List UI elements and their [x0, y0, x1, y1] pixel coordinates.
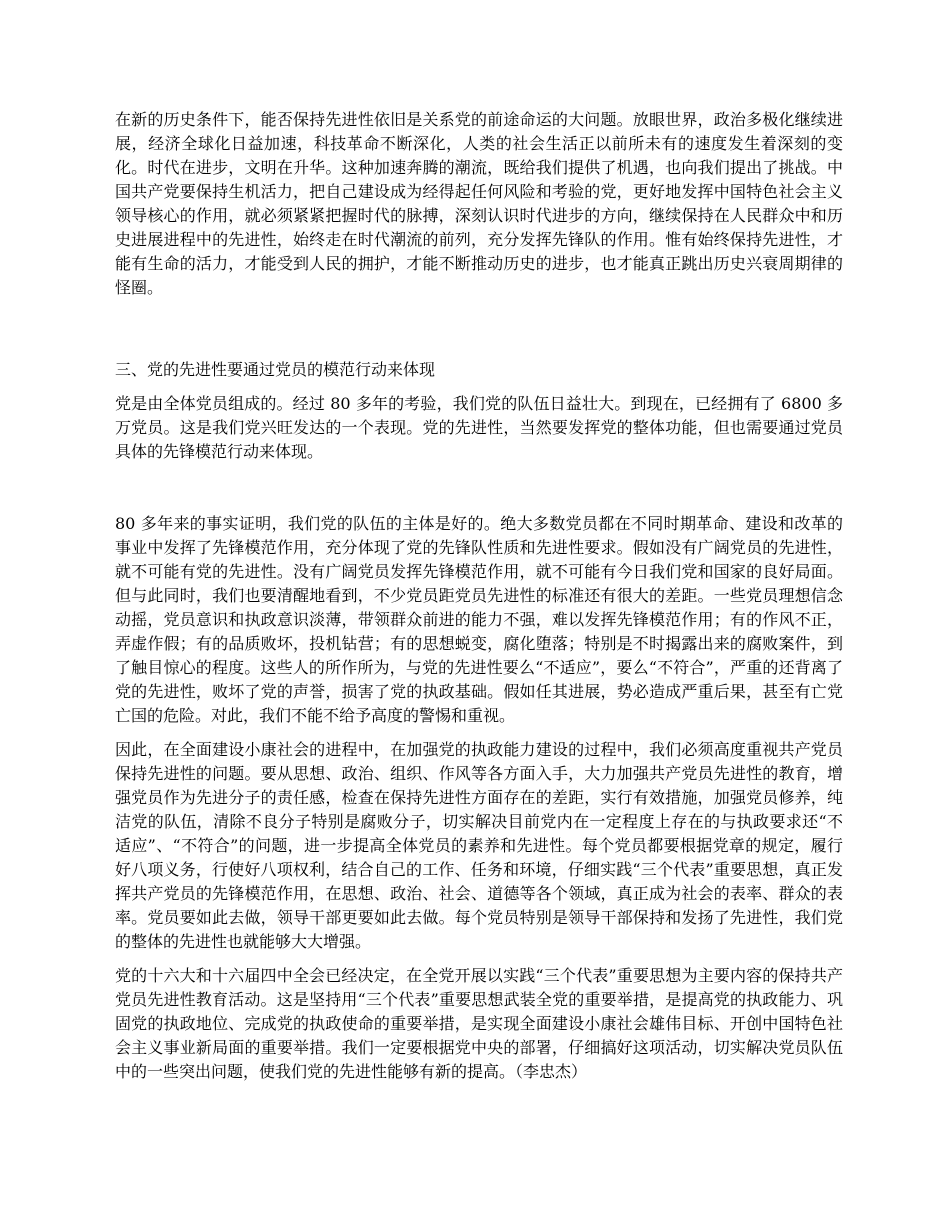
paragraph-party-members: 党是由全体党员组成的。经过 80 多年的考验，我们党的队伍日益壮大。到现在，已经拥有了 6800 多万党员。这是我们党兴旺发达的一个表现。党的先进性，当然要发挥党的整体功能，但也需要通过党员具体的先锋模范行动来体现。	[115, 394, 843, 461]
paragraph-gap	[115, 464, 843, 512]
document-page	[115, 108, 843, 1084]
paragraph-therefore: 因此，在全面建设小康社会的进程中，在加强党的执政能力建设的过程中，我们必须高度重视共产党员保持先进性的问题。要从思想、政治、组织、作风等各方面入手，大力加强共产党员先进性的教育，增强党员作为先进分子的责任感，检查在保持先进性方面存在的差距，实行有效措施，加强党员修养，纯洁党的队伍，清除不良分子特别是腐败分子，切实解决目前党内在一定程度上存在的与执政要求还“不适应”、“不符合”的问题，进一步提高全体党员的素养和先进性。每个党员都要根据党章的规定，履行好八项义务，行使好八项权利，结合自己的工作、任务和环境，仔细实践“三个代表”重要思想，真正发挥共产党员的先锋模范作用，在思想、政治、社会、道德等各个领域，真正成为社会的表率、群众的表率。党员要如此去做，领导干部更要如此去做。每个党员特别是领导干部保持和发扬了先进性，我们党的整体的先进性也就能够大大增强。	[115, 740, 843, 951]
paragraph-sixteenth-congress: 党的十六大和十六届四中全会已经决定，在全党开展以实践“三个代表”重要思想为主要内容的保持共产党员先进性教育活动。这是坚持用“三个代表”重要思想武装全党的重要举措，是提高党的执政能力、巩固党的执政地位、完成党的执政使命的重要举措，是实现全面建设小康社会雄伟目标、开创中国特色社会主义事业新局面的重要举措。我们一定要根据党中央的部署，仔细搞好这项活动，切实解决党员队伍中的一些突出问题，使我们党的先进性能够有新的提高。（李忠杰）	[115, 966, 843, 1081]
section-heading-three: 三、党的先进性要通过党员的模范行动来体现	[115, 360, 436, 379]
paragraph-gap	[115, 954, 843, 964]
paragraph-gap	[115, 728, 843, 738]
paragraph-facts-proof: 80 多年来的事实证明，我们党的队伍的主体是好的。绝大多数党员都在不同时期革命、建设和改革的事业中发挥了先锋模范作用，充分体现了党的先锋队性质和先进性要求。假如没有广阔党员的先进性，就不可能有党的先进性。没有广阔党员发挥先锋模范作用，就不可能有今日我们党和国家的良好局面。但与此同时，我们也要清醒地看到，不少党员距党员先进性的标准还有很大的差距。一些党员理想信念动摇，党员意识和执政意识淡薄，带领群众前进的能力不强，难以发挥先锋模范作用；有的作风不正，弄虚作假；有的品质败坏，投机钻营；有的思想蜕变，腐化堕落；特别是不时揭露出来的腐败案件，到了触目惊心的程度。这些人的所作所为，与党的先进性要么“不适应”，要么“不符合”，严重的还背离了党的先进性，败坏了党的声誉，损害了党的执政基础。假如任其进展，势必造成严重后果，甚至有亡党亡国的危险。对此，我们不能不给予高度的警惕和重视。	[115, 514, 843, 725]
paragraph-historical-conditions: 在新的历史条件下，能否保持先进性依旧是关系党的前途命运的大问题。放眼世界，政治多极化继续进展，经济全球化日益加速，科技革命不断深化，人类的社会生活正以前所未有的速度发生着深刻的变化。时代在进步，文明在升华。这种加速奔腾的潮流，既给我们提供了机遇，也向我们提出了挑战。中国共产党要保持生机活力，把自己建设成为经得起任何风险和考验的党，更好地发挥中国特色社会主义领导核心的作用，就必须紧紧把握时代的脉搏，深刻认识时代进步的方向，继续保持在人民群众中和历史进展进程中的先进性，始终走在时代潮流的前列，充分发挥先锋队的作用。惟有始终保持先进性，才能有生命的活力，才能受到人民的拥护，才能不断推动历史的进步，也才能真正跳出历史兴衰周期律的怪圈。	[115, 110, 843, 297]
paragraph-gap	[115, 300, 843, 358]
paragraph-gap	[115, 382, 843, 392]
